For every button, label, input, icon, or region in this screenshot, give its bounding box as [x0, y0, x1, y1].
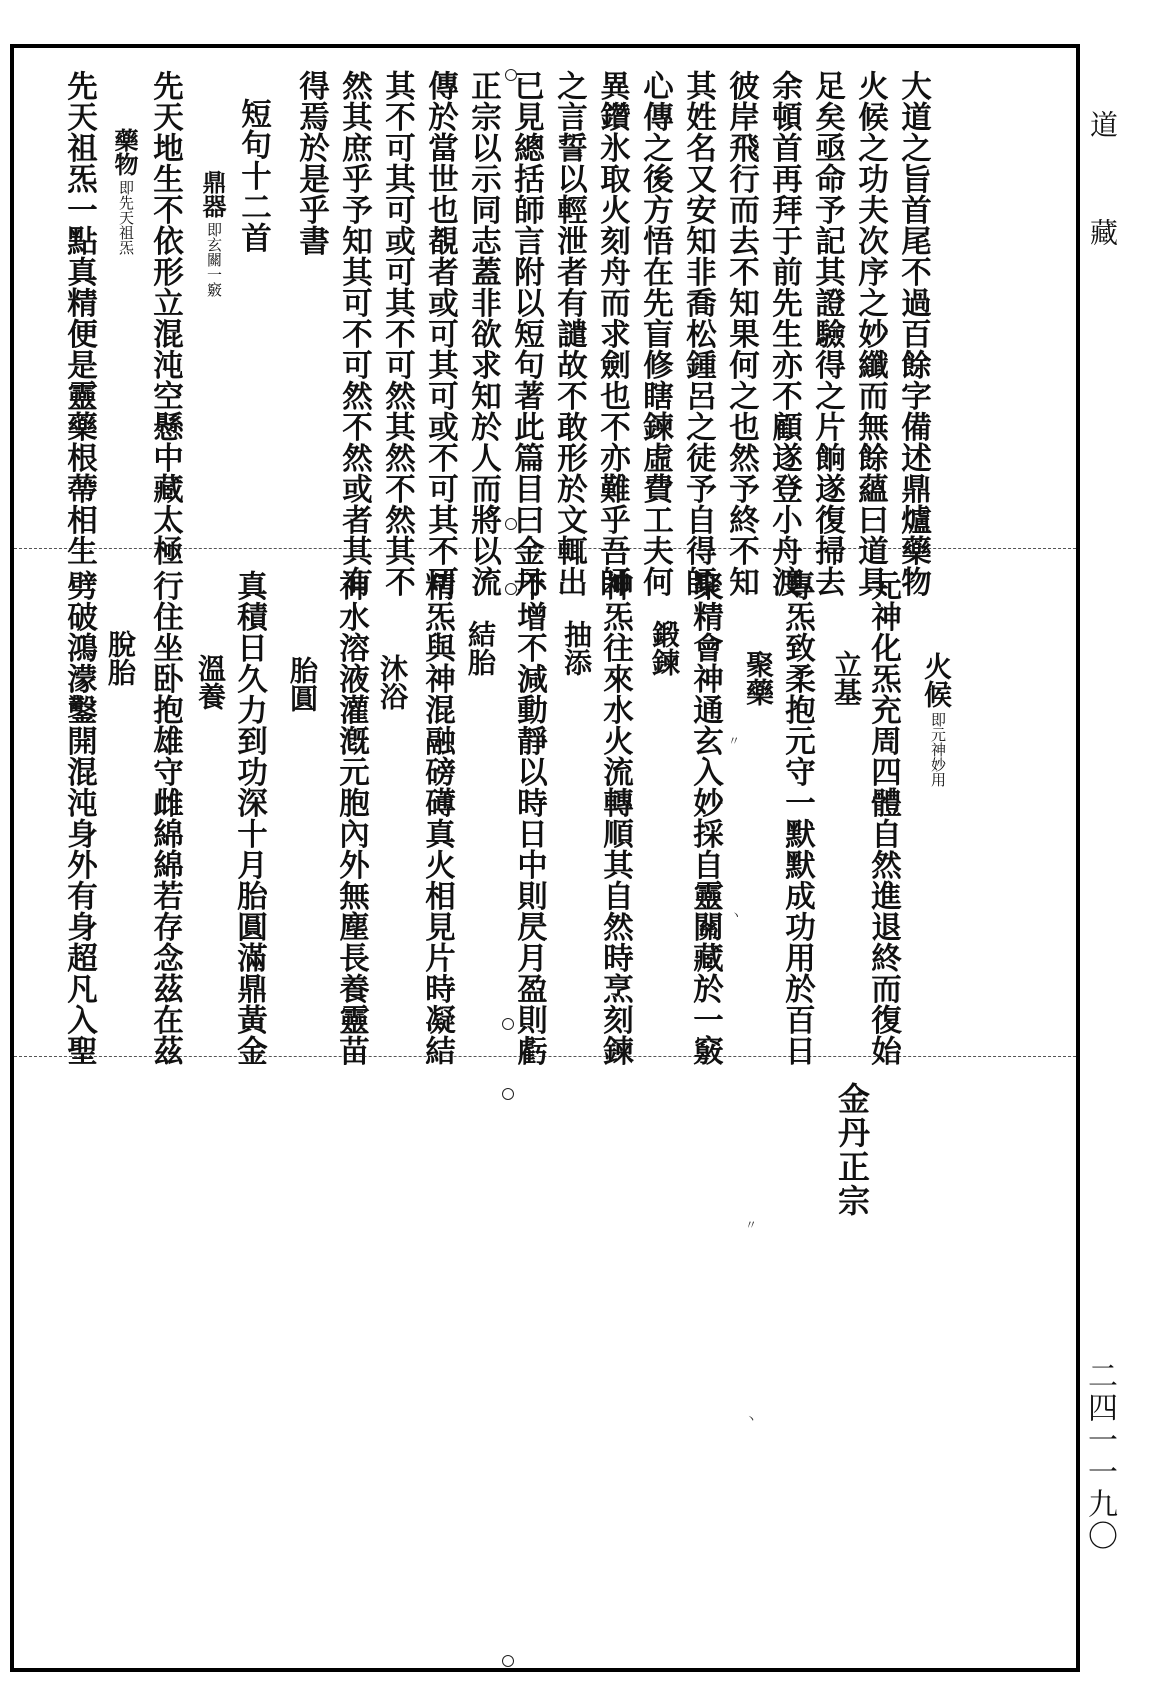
heading-muyu: 沐浴 [376, 654, 409, 710]
preface-line-3: 足矣亟命予記其證驗得之片餉遂復掃去 [809, 70, 846, 597]
ink-mark: 丶 [745, 1412, 758, 1426]
note-yaowu: 即先天祖炁 [117, 180, 135, 255]
heading-yaowu: 藥物 [110, 128, 139, 176]
poem-tuotai: 劈破鴻濛鑿開混沌身外有身超凡入聖 [61, 570, 98, 1066]
annotation-circle [505, 583, 517, 595]
preface-line-8: 異鑽氷取火刻舟而求劍也不亦難乎吾師 [594, 70, 631, 597]
ink-mark: 〃 [728, 734, 741, 748]
note-dingqi: 即玄關一竅 [205, 222, 223, 297]
poem-muyu: 神水溶液灌漑元胞內外無塵長養靈苗 [333, 570, 370, 1066]
preface-line-5: 彼岸飛行而去不知果何之也然予終不知 [723, 70, 760, 597]
poem-jietai: 精炁與神混融磅礡真火相見片時凝結 [419, 570, 456, 1066]
annotation-circle [502, 1088, 514, 1100]
heading-wenyang: 溫養 [194, 654, 227, 710]
ink-mark: 〃 [745, 1218, 758, 1232]
heading-taiyuan: 胎圓 [286, 656, 319, 712]
heading-choutian: 抽添 [560, 620, 593, 676]
preface-line-2: 火候之功夫次序之妙纖而無餘蘊曰道具 [852, 70, 889, 597]
poem-taiyuan: 真積日久力到功深十月胎圓滿鼎黃金 [231, 570, 268, 1066]
poems-heading: 短句十二首 [235, 98, 272, 253]
annotation-circle [502, 1018, 514, 1030]
heading-duanlian: 鍛鍊 [648, 620, 681, 676]
heading-jietai: 結胎 [464, 620, 497, 676]
page-number: 二四一一九〇 [1082, 1360, 1117, 1552]
preface-line-7: 心傳之後方悟在先盲修瞎鍊虛費工夫何 [637, 70, 674, 597]
heading-tuotai: 脫胎 [104, 630, 137, 686]
poem-choutian: 不增不減動靜以時日中則昃月盈則虧 [511, 570, 548, 1066]
preface-line-14: 然其庶乎予知其可不可然不然或者其有 [336, 70, 373, 597]
preface-line-6: 其姓名又安知非喬松鍾呂之徒予自得師 [680, 70, 717, 597]
preface-line-1: 大道之旨首尾不過百餘字備述鼎爐藥物 [895, 70, 932, 597]
section-title: 金丹正宗 [833, 1082, 871, 1218]
preface-line-4: 余頓首再拜于前先生亦不顧遂登小舟渡 [766, 70, 803, 597]
poem-juyao: 聚精會神通玄入妙採自靈關藏於一竅 [687, 570, 724, 1066]
poem-huohou: 元神化炁充周四體自然進退終而復始 [865, 570, 902, 1066]
poem-duanlian: 神炁往來水火流轉順其自然時烹刻鍊 [597, 570, 634, 1066]
heading-liji: 立基 [830, 650, 863, 706]
preface-line-15: 得焉於是乎書 [293, 70, 330, 256]
heading-huohou: 火候 [920, 652, 953, 708]
annotation-circle [502, 1655, 514, 1667]
annotation-circle [505, 69, 517, 81]
ink-mark: ヽ [730, 908, 743, 922]
poem-dingqi: 先天地生不依形立混沌空懸中藏太極 [147, 70, 184, 566]
preface-line-10: 已見總括師言附以短句著此篇目曰金丹 [508, 70, 545, 597]
preface-line-9: 之言誓以輕泄者有譴故不敢形於文輒出 [551, 70, 588, 597]
preface-line-12: 傳於當世也覩者或可其可或不可其不可 [422, 70, 459, 597]
heading-juyao: 聚藥 [742, 650, 775, 706]
poem-wenyang: 行住坐卧抱雄守雌綿綿若存念茲在茲 [147, 570, 184, 1066]
preface-line-11: 正宗以示同志蓋非欲求知於人而將以流 [465, 70, 502, 597]
poem-yaowu: 先天祖炁一點真精便是靈藥根蔕相生 [61, 70, 98, 566]
poem-liji: 專炁致柔抱元守一默默成功用於百日 [779, 570, 816, 1066]
note-huohou: 即元神妙用 [929, 712, 947, 787]
preface-line-13: 其不可其可或可其不可然其然不然其不 [379, 70, 416, 597]
heading-dingqi: 鼎器 [198, 170, 227, 218]
annotation-circle [505, 518, 517, 530]
collection-label: 道藏 [1086, 110, 1119, 326]
